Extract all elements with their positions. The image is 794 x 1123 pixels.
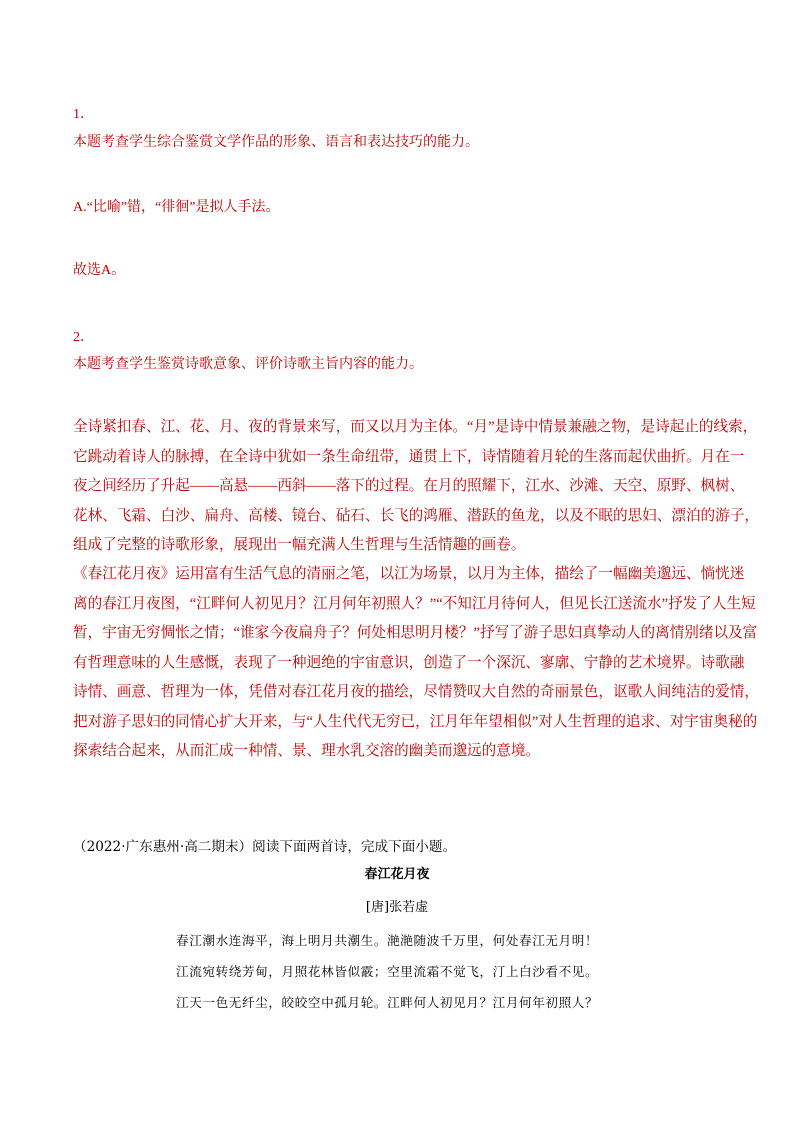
poem-author: [唐]张若虚: [365, 900, 429, 915]
question-1-analysis: A.“比喻”错，“徘徊”是拟人手法。: [73, 200, 280, 215]
paragraph-line: 暂，宇宙无穷惆怅之情；“谁家今夜扁舟子？何处相思明月楼？”抒写了游子思妇真挚动人的离情别绪以及富: [73, 625, 758, 641]
question-1-answer: 故选A。: [73, 263, 126, 278]
paragraph-line: 把对游子思妇的同情心扩大开来，与“人生代代无穷已，江月年年望相似”对人生哲理的追求、对宇宙奥秘的: [73, 713, 758, 730]
question-2-number: 2．: [73, 330, 94, 345]
question-1-intro: 本题考查学生综合鉴赏文学作品的形象、语言和表达技巧的能力。: [73, 135, 479, 150]
question-2-paragraph-2: [73, 560, 759, 767]
paragraph-line: 有哲理意味的人生感慨，表现了一种迥绝的宇宙意识，创造了一个深沉、寥廓、宁静的艺术境界。诗歌融: [73, 654, 745, 671]
paragraph-line: 《春江花月夜》运用富有生活气息的清丽之笔，以江为场景，以月为主体，描绘了一幅幽美邈远、惝恍迷: [73, 566, 745, 582]
poem-line: 江天一色无纤尘，皎皎空中孤月轮。江畔何人初见月？江月何年初照人？: [176, 995, 599, 1010]
paragraph-line: 全诗紧扣春、江、花、月、夜的背景来写，而又以月为主体。“月”是诗中情景兼融之物，是诗起止的线索，: [73, 419, 758, 435]
paragraph-line: 它跳动着诗人的脉搏，在全诗中犹如一条生命纽带，通贯上下，诗情随着月轮的生落而起伏曲折。月在一: [73, 448, 745, 465]
paragraph-line: 花林、飞霜、白沙、扁舟、高楼、镜台、砧石、长飞的鸿雁、潜跃的鱼龙，以及不眠的思妇、漂泊的游子，: [73, 507, 759, 524]
paragraph-line: 诗情、画意、哲理为一体，凭借对春江花月夜的描绘，尽情赞叹大自然的奇丽景色，讴歌人间纯洁的爱情，: [73, 684, 759, 700]
paragraph-line: 夜之间经历了升起——高悬——西斜——落下的过程。在月的照耀下，江水、沙滩、天空、原野、枫树、: [73, 478, 745, 494]
paragraph-line: 离的春江月夜图，“江畔何人初见月？江月何年初照人？”“不知江月待何人，但见长江送流水”抒发了人生短: [73, 595, 756, 612]
question-2-intro: 本题考查学生鉴赏诗歌意象、评价诗歌主旨内容的能力。: [73, 357, 423, 372]
poem-line: 春江潮水连海平，海上明月共潮生。滟滟随波千万里，何处春江无月明！: [176, 933, 599, 948]
paragraph-line: 组成了完整的诗歌形象，展现出一幅充满人生哲理与生活情趣的画卷。: [73, 537, 526, 553]
poem-line: 江流宛转绕芳甸，月照花林皆似霰；空里流霜不觉飞，汀上白沙看不见。: [176, 964, 599, 979]
question-2-paragraph-1: [73, 413, 759, 561]
question-1-number: 1．: [73, 107, 94, 122]
poem-title: 春江花月夜: [364, 867, 430, 882]
paragraph-line: 探索结合起来，从而汇成一种情、景、理水乳交溶的幽美而邈远的意境。: [73, 743, 541, 759]
reading-prompt: （2022·广东惠州·高二期末）阅读下面两首诗，完成下面小题。: [73, 839, 457, 855]
